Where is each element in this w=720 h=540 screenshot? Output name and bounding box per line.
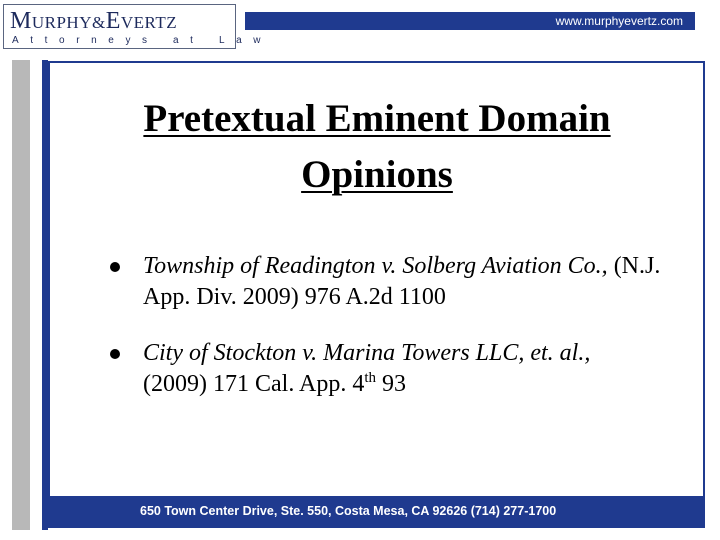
slide-title-line2: Opinions xyxy=(301,153,453,196)
slide-title-line1: Pretextual Eminent Domain xyxy=(143,97,611,140)
list-item xyxy=(110,338,690,400)
case-name: City of Stockton v. Marina Towers LLC, et. al., xyxy=(143,340,591,366)
firm-logo xyxy=(3,4,273,49)
slide-content-box xyxy=(47,61,705,498)
case-citation: (2009) 171 Cal. App. 4 xyxy=(143,371,365,397)
slide-title xyxy=(50,91,704,203)
bullet-list xyxy=(110,251,690,400)
header-bar xyxy=(245,12,695,30)
list-item xyxy=(110,251,690,313)
left-decorative-stripe xyxy=(12,60,30,530)
case-name: Township of Readington v. Solberg Aviation Co., xyxy=(143,253,608,279)
bullet-icon xyxy=(110,262,120,272)
logo-firm-name: MURPHY&EVERTZ xyxy=(10,8,178,34)
bullet-icon xyxy=(110,349,120,359)
case-citation-end: 93 xyxy=(376,371,406,397)
logo-tagline: Attorneys at Law xyxy=(12,35,273,46)
footer-address: 650 Town Center Drive, Ste. 550, Costa Mesa, CA 92626 (714) 277-1700 xyxy=(140,504,557,518)
header-url: www.murphyevertz.com xyxy=(555,14,683,28)
case-citation-superscript: th xyxy=(364,370,376,386)
case-citation: (N.J. App. Div. 2009) 976 A.2d 1100 xyxy=(143,253,661,310)
footer-bar xyxy=(47,498,705,528)
